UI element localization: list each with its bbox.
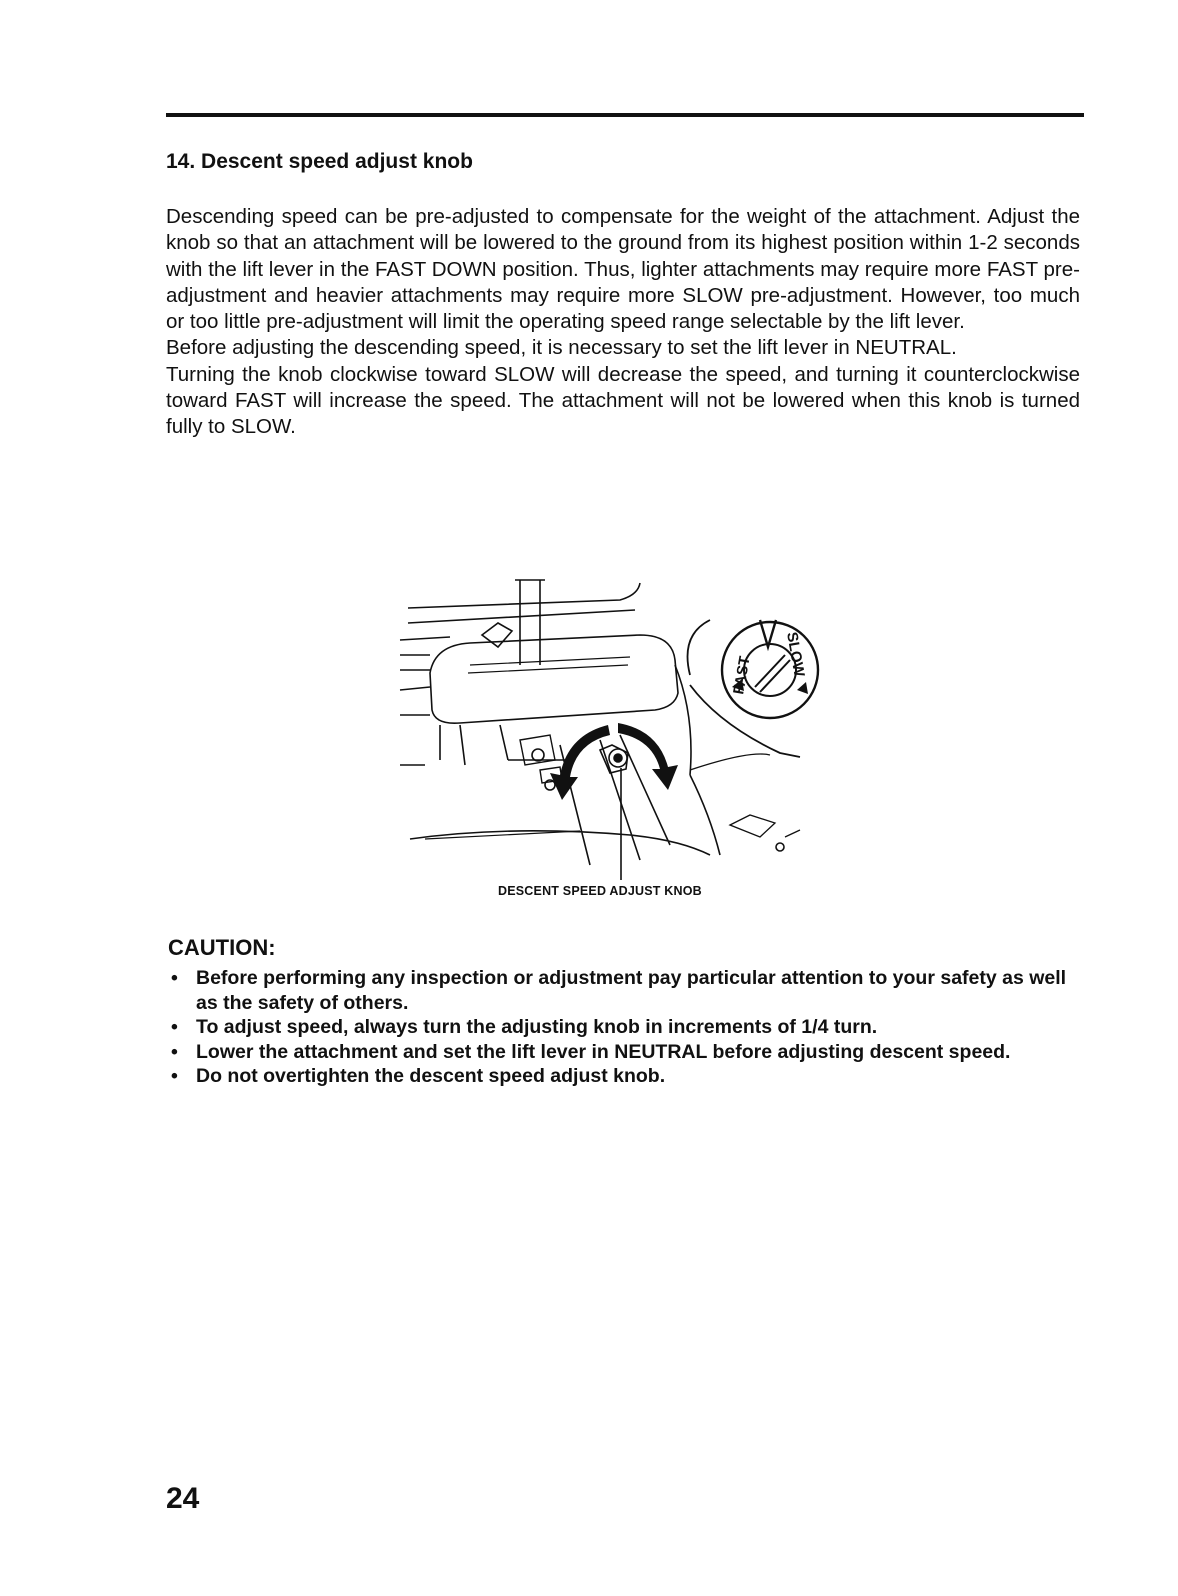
paragraph-2: Before adjusting the descending speed, it is necessary to set the lift lever in NEUTRAL. bbox=[166, 336, 957, 360]
header-rule bbox=[166, 113, 1084, 117]
descent-knob-illustration bbox=[390, 575, 830, 885]
page-number: 24 bbox=[166, 1482, 200, 1515]
lever-guide-housing bbox=[430, 635, 678, 723]
section-heading: 14. Descent speed adjust knob bbox=[166, 150, 473, 173]
caution-item: • Lower the attachment and set the lift lever in NEUTRAL before adjusting descent speed. bbox=[168, 1040, 1088, 1065]
caution-item: • Before performing any inspection or adjustment pay particular attention to your safety as well as the safety of others. bbox=[168, 966, 1088, 1015]
caution-list bbox=[168, 966, 1088, 1089]
paragraph-1: Descending speed can be pre-adjusted to compensate for the weight of the attachment. Adjust the knob so that an attachment will be lowered to the ground from its highest position within 1-2 seconds with the lift lever in the FAST DOWN position. Thus, lighter attachments may require more FAST pre-adjustment and heavier attachments may require more SLOW pre-adjustment. However, too much or too little pre-adjustment will limit the operating speed range selectable by the lift lever. bbox=[166, 205, 1080, 334]
descent-knob bbox=[600, 745, 628, 773]
figure-caption: DESCENT SPEED ADJUST KNOB bbox=[498, 884, 702, 898]
speed-dial-inset bbox=[688, 620, 819, 757]
caution-item: • To adjust speed, always turn the adjusting knob in increments of 1/4 turn. bbox=[168, 1015, 1088, 1040]
section-body bbox=[166, 204, 1080, 441]
paragraph-3: Turning the knob clockwise toward SLOW will decrease the speed, and turning it counterclockwise toward FAST will increase the speed. The attachment will not be lowered when this knob is turned fully to SLOW. bbox=[166, 362, 1080, 439]
caution-title: CAUTION: bbox=[168, 935, 276, 960]
dial-fast-label: FAST bbox=[730, 654, 754, 696]
lift-lever bbox=[515, 580, 545, 665]
caution-item: • Do not overtighten the descent speed adjust knob. bbox=[168, 1064, 1088, 1089]
dial-slow-label: SLOW bbox=[783, 630, 808, 679]
